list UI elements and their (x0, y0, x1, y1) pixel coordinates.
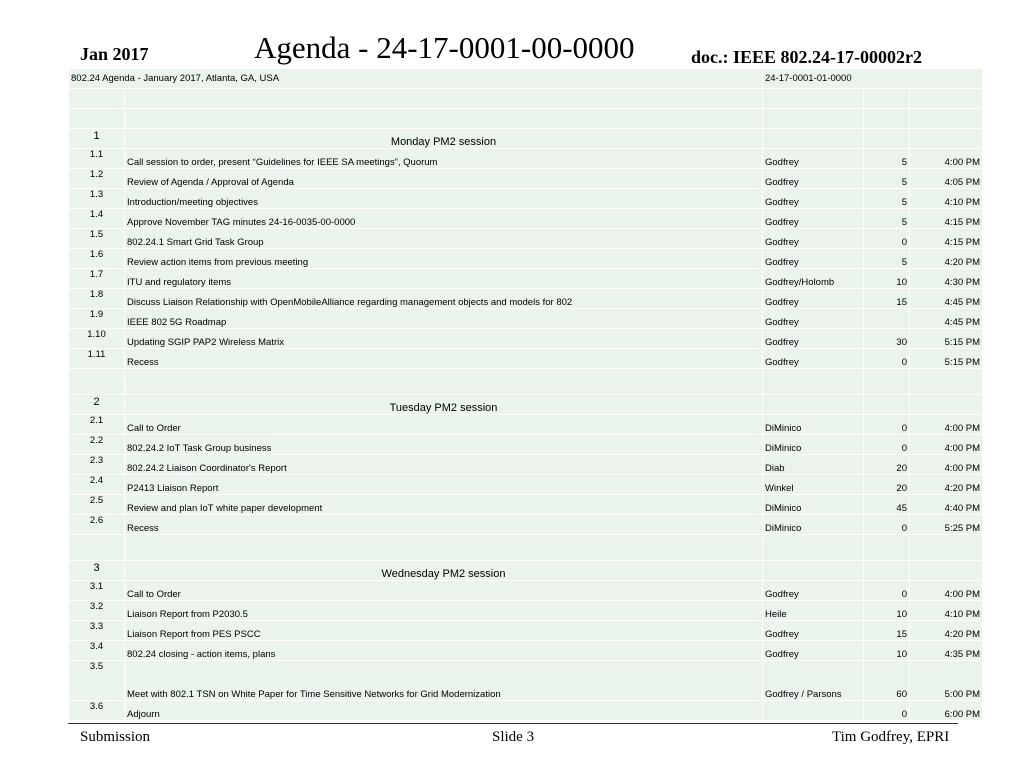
item-presenter: Godfrey (763, 149, 864, 169)
item-number: 2.3 (69, 455, 125, 475)
item-number: 1.2 (69, 169, 125, 189)
item-description: Recess (125, 515, 763, 535)
item-presenter: Godfrey (763, 349, 864, 369)
item-description: Recess (125, 349, 763, 369)
item-time (910, 395, 983, 415)
blank-row (69, 535, 983, 561)
item-presenter: Godfrey (763, 641, 864, 661)
item-description: Liaison Report from P2030.5 (125, 601, 763, 621)
item-description: Adjourn (125, 701, 763, 721)
item-number: 1.4 (69, 209, 125, 229)
item-number: 1.1 (69, 149, 125, 169)
item-presenter (763, 395, 864, 415)
agenda-row (69, 581, 983, 601)
item-description: ITU and regulatory items (125, 269, 763, 289)
agenda-row (69, 415, 983, 435)
table-caption-row (69, 69, 983, 89)
item-time: 4:00 PM (910, 581, 983, 601)
item-minutes: 45 (864, 495, 910, 515)
item-minutes: 5 (864, 249, 910, 269)
agenda-row (69, 349, 983, 369)
item-minutes: 0 (864, 435, 910, 455)
item-description: 802.24.2 IoT Task Group business (125, 435, 763, 455)
item-description: Updating SGIP PAP2 Wireless Matrix (125, 329, 763, 349)
item-minutes: 10 (864, 641, 910, 661)
item-description: P2413 Liaison Report (125, 475, 763, 495)
item-presenter: Godfrey (763, 209, 864, 229)
blank-row (69, 369, 983, 395)
item-presenter: DiMinico (763, 415, 864, 435)
item-number: 3.6 (69, 701, 125, 721)
item-time: 4:00 PM (910, 435, 983, 455)
item-presenter (763, 129, 864, 149)
footer-author: Tim Godfrey, EPRI (832, 729, 950, 745)
item-time: 4:45 PM (910, 289, 983, 309)
item-presenter: DiMinico (763, 515, 864, 535)
item-presenter: Godfrey/Holomb (763, 269, 864, 289)
item-time: 5:00 PM (910, 661, 983, 701)
item-number: 1.9 (69, 309, 125, 329)
doc-number: doc.: IEEE 802.24-17-00002r2 (691, 47, 922, 67)
item-description: Review and plan IoT white paper development (125, 495, 763, 515)
item-minutes: 5 (864, 209, 910, 229)
item-number: 2 (69, 395, 125, 415)
agenda-row (69, 189, 983, 209)
item-presenter: DiMinico (763, 435, 864, 455)
item-minutes: 60 (864, 661, 910, 701)
item-presenter: Godfrey (763, 621, 864, 641)
item-time: 4:30 PM (910, 269, 983, 289)
item-time: 4:45 PM (910, 309, 983, 329)
item-number: 3.2 (69, 601, 125, 621)
item-presenter: Godfrey (763, 169, 864, 189)
agenda-table-container (68, 68, 982, 720)
item-minutes: 5 (864, 149, 910, 169)
agenda-row (69, 149, 983, 169)
item-description: Discuss Liaison Relationship with OpenMobileAlliance regarding management objects and models for 802 (125, 289, 763, 309)
item-time: 4:15 PM (910, 229, 983, 249)
item-description: Introduction/meeting objectives (125, 189, 763, 209)
item-time (910, 129, 983, 149)
header-date: Jan 2017 (80, 44, 149, 64)
item-number: 2.6 (69, 515, 125, 535)
session-header-row (69, 561, 983, 581)
session-header-row (69, 129, 983, 149)
item-presenter: Winkel (763, 475, 864, 495)
item-minutes: 10 (864, 269, 910, 289)
item-minutes: 5 (864, 189, 910, 209)
item-minutes: 20 (864, 455, 910, 475)
agenda-table (68, 68, 983, 721)
item-number: 1.5 (69, 229, 125, 249)
session-header-row (69, 395, 983, 415)
session-title: Tuesday PM2 session (125, 395, 763, 415)
item-number: 3.1 (69, 581, 125, 601)
item-minutes: 15 (864, 621, 910, 641)
item-presenter: Godfrey (763, 189, 864, 209)
item-number: 1.7 (69, 269, 125, 289)
item-description: Call to Order (125, 415, 763, 435)
item-time: 4:20 PM (910, 475, 983, 495)
agenda-row (69, 641, 983, 661)
item-description: IEEE 802 5G Roadmap (125, 309, 763, 329)
footer-divider (68, 723, 958, 724)
item-time: 5:15 PM (910, 349, 983, 369)
item-time: 4:35 PM (910, 641, 983, 661)
item-presenter: Godfrey (763, 581, 864, 601)
item-time: 4:00 PM (910, 149, 983, 169)
item-time: 4:40 PM (910, 495, 983, 515)
item-presenter: Diab (763, 455, 864, 475)
blank-row (69, 89, 983, 109)
item-time: 6:00 PM (910, 701, 983, 721)
item-minutes: 20 (864, 475, 910, 495)
item-presenter (763, 561, 864, 581)
agenda-row (69, 455, 983, 475)
item-minutes: 15 (864, 289, 910, 309)
item-number: 2.2 (69, 435, 125, 455)
agenda-row (69, 435, 983, 455)
item-description: Meet with 802.1 TSN on White Paper for Time Sensitive Networks for Grid Modernization (125, 661, 763, 701)
item-presenter: Godfrey (763, 289, 864, 309)
footer-submission: Submission (80, 729, 151, 745)
item-number: 1.3 (69, 189, 125, 209)
item-minutes: 0 (864, 581, 910, 601)
item-number: 3.3 (69, 621, 125, 641)
item-description: 802.24 closing - action items, plans (125, 641, 763, 661)
item-time: 4:00 PM (910, 415, 983, 435)
agenda-row (69, 329, 983, 349)
item-number: 2.5 (69, 495, 125, 515)
item-minutes: 0 (864, 349, 910, 369)
item-number: 3.4 (69, 641, 125, 661)
item-minutes (864, 309, 910, 329)
agenda-row (69, 309, 983, 329)
item-number: 1.11 (69, 349, 125, 369)
item-minutes: 10 (864, 601, 910, 621)
item-number: 3 (69, 561, 125, 581)
item-minutes (864, 561, 910, 581)
item-description: 802.24.1 Smart Grid Task Group (125, 229, 763, 249)
item-number: 1.6 (69, 249, 125, 269)
item-minutes: 0 (864, 515, 910, 535)
item-time: 4:15 PM (910, 209, 983, 229)
agenda-row (69, 229, 983, 249)
agenda-row (69, 495, 983, 515)
item-minutes (864, 129, 910, 149)
item-minutes: 0 (864, 701, 910, 721)
item-number: 1.8 (69, 289, 125, 309)
item-presenter: Heile (763, 601, 864, 621)
item-number: 2.4 (69, 475, 125, 495)
agenda-row (69, 209, 983, 229)
agenda-row (69, 249, 983, 269)
agenda-row (69, 701, 983, 721)
session-title: Wednesday PM2 session (125, 561, 763, 581)
item-presenter: Godfrey (763, 229, 864, 249)
agenda-row (69, 289, 983, 309)
item-description: Approve November TAG minutes 24-16-0035-00-0000 (125, 209, 763, 229)
item-minutes: 5 (864, 169, 910, 189)
item-minutes (864, 395, 910, 415)
item-minutes: 30 (864, 329, 910, 349)
item-presenter: Godfrey (763, 309, 864, 329)
item-minutes: 0 (864, 229, 910, 249)
table-caption: 802.24 Agenda - January 2017, Atlanta, GA, USA (69, 69, 763, 89)
item-description: Review of Agenda / Approval of Agenda (125, 169, 763, 189)
item-time: 5:15 PM (910, 329, 983, 349)
item-time: 4:20 PM (910, 249, 983, 269)
item-minutes: 0 (864, 415, 910, 435)
item-presenter: DiMinico (763, 495, 864, 515)
page-title: Agenda - 24-17-0001-00-0000 (254, 30, 635, 65)
item-description: Review action items from previous meeting (125, 249, 763, 269)
agenda-row (69, 621, 983, 641)
footer-slide-number: Slide 3 (492, 729, 535, 745)
agenda-row (69, 475, 983, 495)
agenda-row (69, 515, 983, 535)
item-description: Call session to order, present “Guidelines for IEEE SA meetings”, Quorum (125, 149, 763, 169)
table-doc-number: 24-17-0001-01-0000 (763, 69, 983, 89)
item-description: Call to Order (125, 581, 763, 601)
item-presenter: Godfrey / Parsons (763, 661, 864, 701)
item-time: 5:25 PM (910, 515, 983, 535)
item-number: 1 (69, 129, 125, 149)
blank-row (69, 109, 983, 129)
item-time: 4:10 PM (910, 189, 983, 209)
agenda-row (69, 269, 983, 289)
item-number: 1.10 (69, 329, 125, 349)
agenda-row (69, 601, 983, 621)
item-number: 2.1 (69, 415, 125, 435)
item-time (910, 561, 983, 581)
session-title: Monday PM2 session (125, 129, 763, 149)
agenda-row (69, 169, 983, 189)
item-description: Liaison Report from PES PSCC (125, 621, 763, 641)
item-time: 4:05 PM (910, 169, 983, 189)
item-presenter: Godfrey (763, 329, 864, 349)
agenda-row (69, 661, 983, 701)
item-description: 802.24.2 Liaison Coordinator's Report (125, 455, 763, 475)
item-time: 4:00 PM (910, 455, 983, 475)
item-presenter (763, 701, 864, 721)
item-presenter: Godfrey (763, 249, 864, 269)
item-time: 4:20 PM (910, 621, 983, 641)
item-time: 4:10 PM (910, 601, 983, 621)
item-number: 3.5 (69, 661, 125, 701)
